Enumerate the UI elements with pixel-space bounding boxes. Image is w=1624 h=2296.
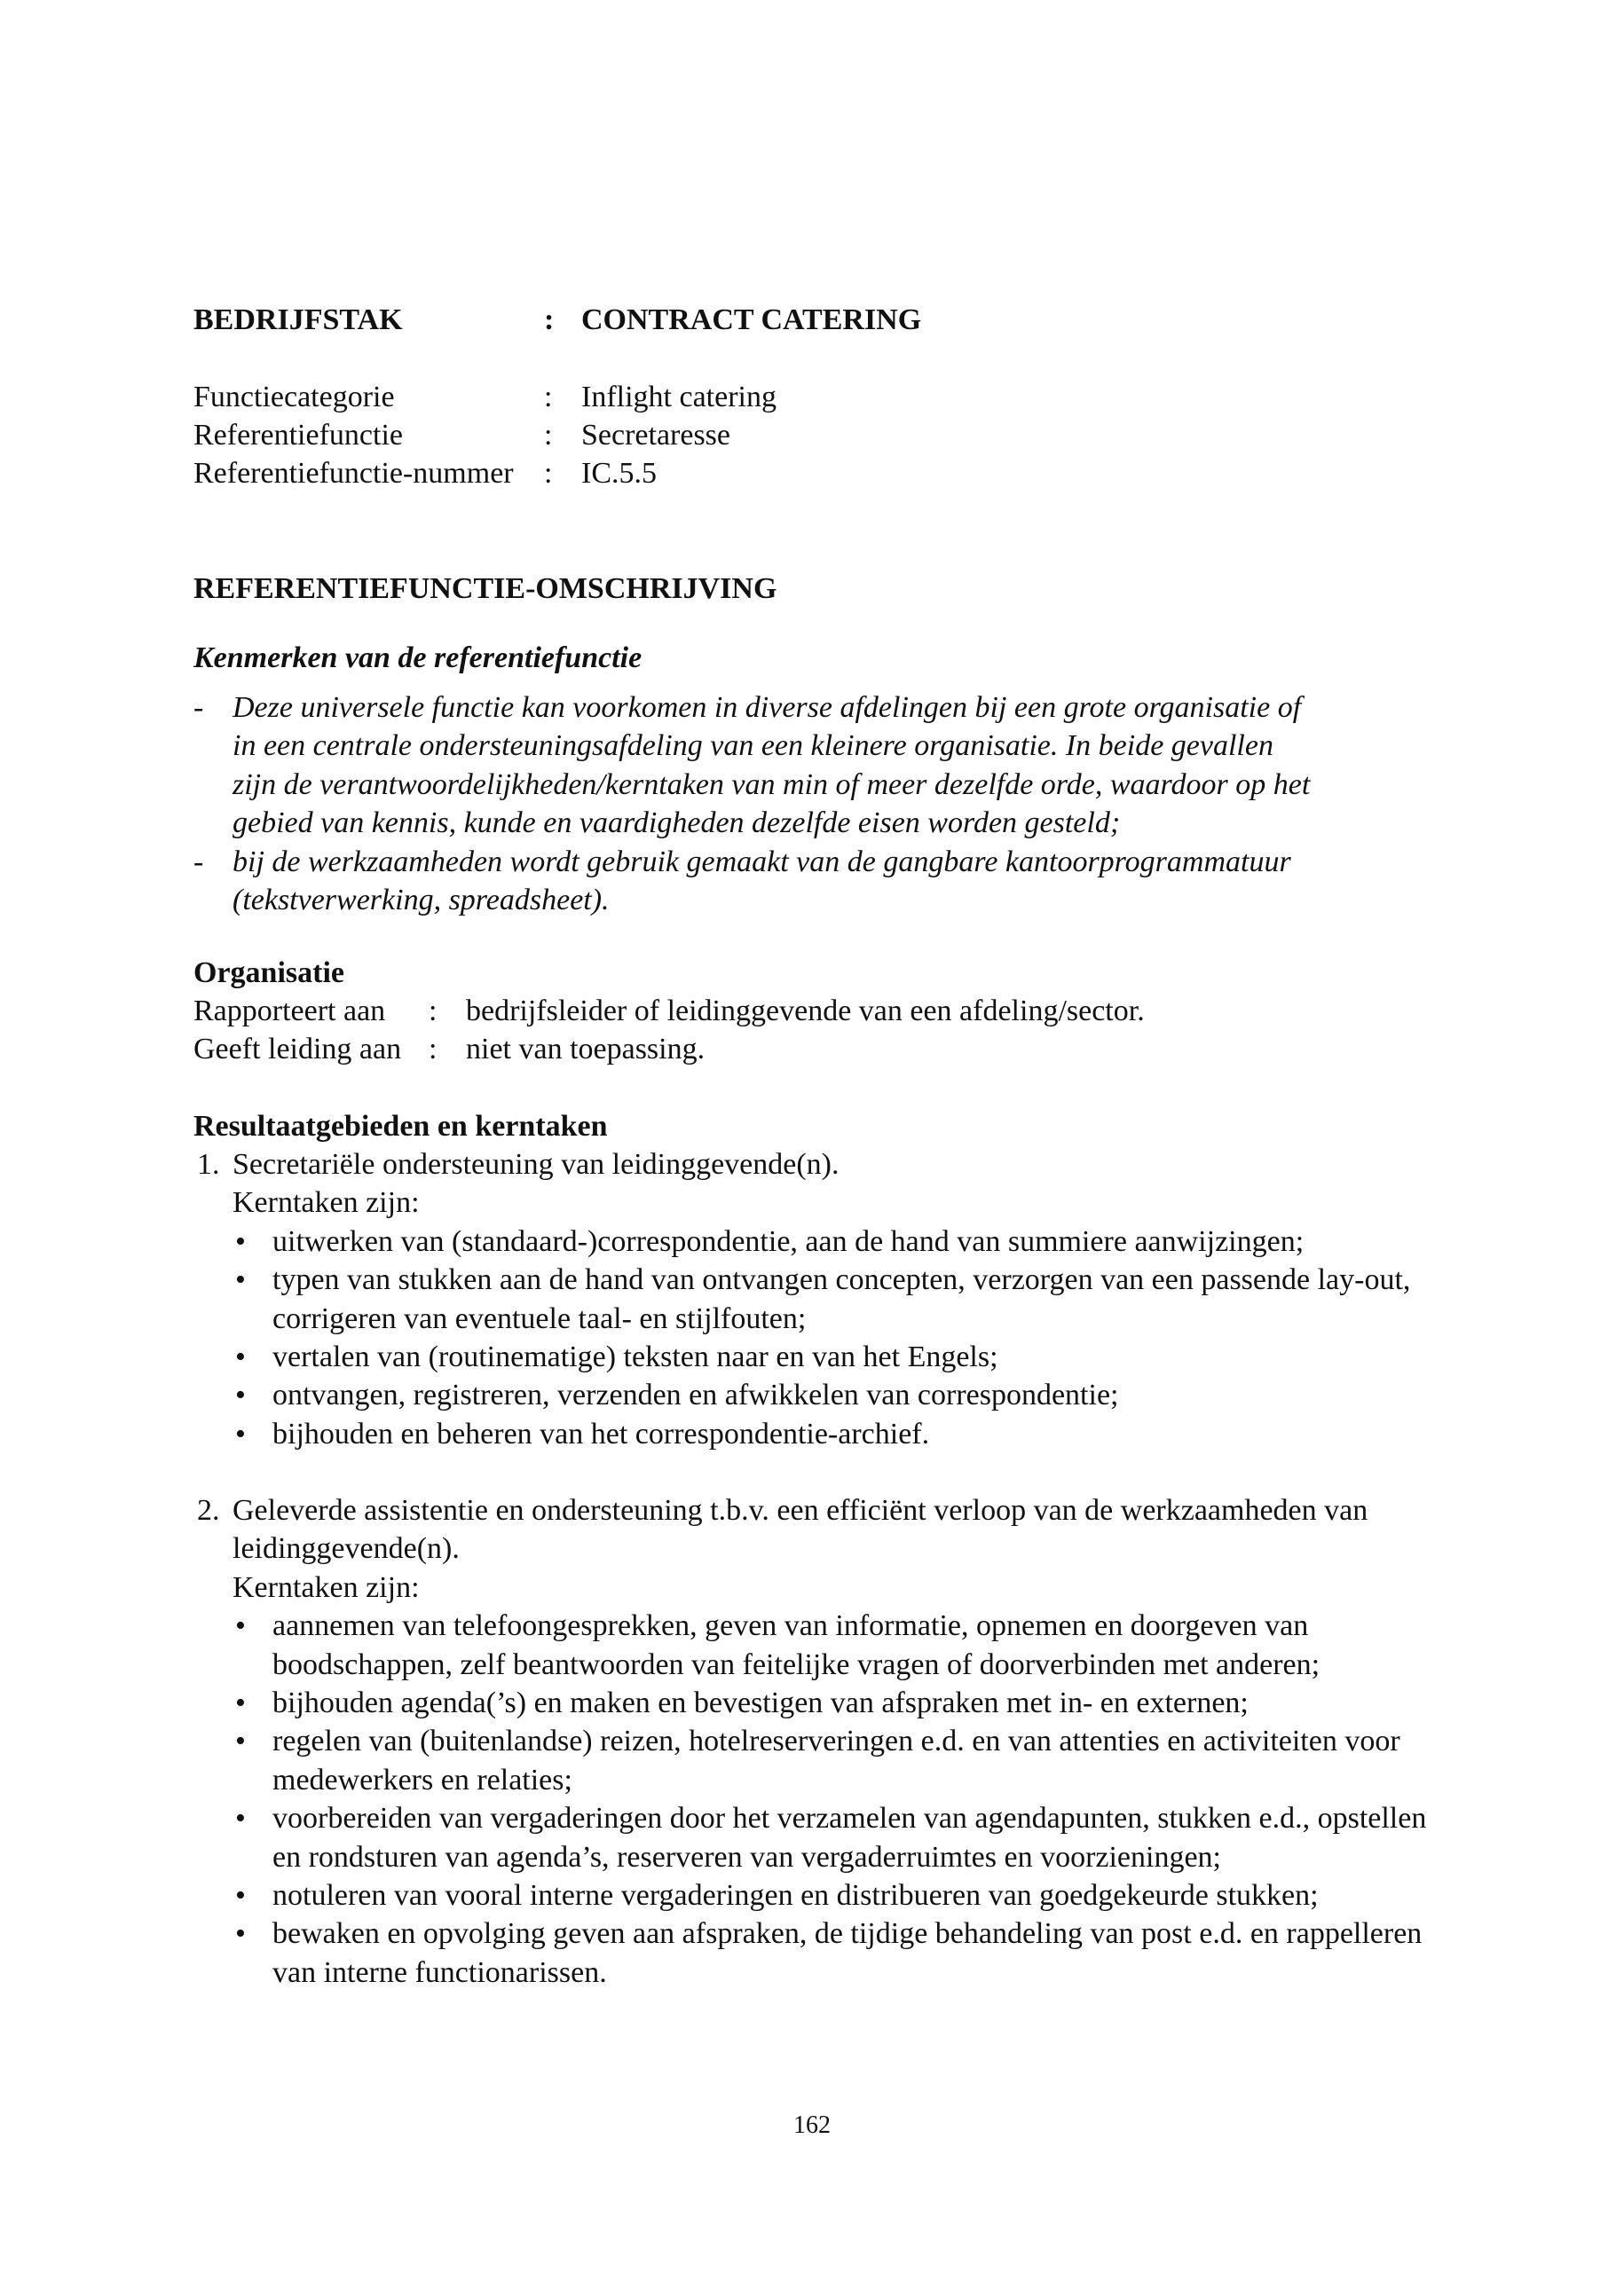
characteristic-text: Deze universele functie kan voorkomen in diverse afdelingen bij een grote organisatie of in een centrale ondersteuningsafdeling van een kleinere organisatie. In beide gevallen zijn de verantwoordelijkheden/kerntaken van min of meer dezelfde orde, waardoor op het gebied van kennis, kunde en vaardigheden dezelfde eisen worden gesteld;: [233, 691, 1311, 840]
bullet-marker: •: [235, 1802, 246, 1836]
task-item: [233, 1915, 1454, 1992]
bullet-marker: •: [235, 1879, 246, 1913]
task-text: vertalen van (routinematige) teksten naar en van het Engels;: [272, 1341, 998, 1374]
task-item: [233, 1722, 1454, 1799]
bullet-marker: •: [235, 1687, 246, 1720]
characteristic-item: [193, 843, 1312, 920]
org-label: Geeft leiding aan: [193, 1033, 402, 1065]
org-colon: :: [429, 995, 438, 1027]
bullet-marker: •: [235, 1224, 246, 1258]
task-text: ontvangen, registreren, verzenden en afwikkelen van correspondentie;: [272, 1379, 1119, 1412]
org-colon: :: [429, 1033, 438, 1065]
task-text: voorbereiden van vergaderingen door het verzamelen van agendapunten, stukken e.d., opstellen en rondsturen van agenda’s, reserveren van vergaderruimtes en voorzieningen;: [272, 1802, 1427, 1874]
task-list: [233, 1223, 1454, 1453]
task-text: bijhouden en beheren van het correspondentie-archief.: [272, 1417, 930, 1451]
bullet-marker: •: [235, 1341, 246, 1374]
task-text: bijhouden agenda(’s) en maken en bevestigen van afspraken met in- en externen;: [272, 1687, 1249, 1720]
sector-colon: :: [544, 303, 555, 336]
tasks-label: Kerntaken zijn:: [233, 1186, 420, 1220]
task-item: [233, 1684, 1454, 1722]
task-item: [233, 1607, 1454, 1684]
result-area-1: [193, 1145, 1454, 1453]
dash-marker: -: [193, 691, 204, 724]
area-number: 2.: [197, 1494, 220, 1527]
results-heading: Resultaatgebieden en kerntaken: [193, 1110, 608, 1143]
task-list: [233, 1607, 1454, 1992]
bullet-marker: •: [235, 1379, 246, 1412]
task-item: [233, 1261, 1454, 1338]
area-number: 1.: [197, 1148, 220, 1181]
characteristic-text: bij de werkzaamheden wordt gebruik gemaakt van de gangbare kantoorprogrammatuur (tekstverwerking, spreadsheet).: [233, 845, 1291, 917]
task-text: bewaken en opvolging geven aan afspraken, de tijdige behandeling van post e.d. en rappelleren van interne functionarissen.: [272, 1917, 1423, 1989]
field-value: IC.5.5: [581, 457, 657, 490]
sector-value: CONTRACT CATERING: [581, 303, 922, 336]
dash-marker: -: [193, 845, 204, 878]
result-area-item: [193, 1491, 1454, 1992]
field-label: Referentiefunctie: [193, 419, 403, 452]
task-item: [233, 1223, 1454, 1261]
task-text: regelen van (buitenlandse) reizen, hotelreserveringen e.d. en van attenties en activiteiten voor medewerkers en relaties;: [272, 1725, 1400, 1797]
field-label: Functiecategorie: [193, 381, 395, 413]
task-item: [233, 1338, 1454, 1376]
org-label: Rapporteert aan: [193, 995, 386, 1027]
bullet-marker: •: [235, 1917, 246, 1951]
field-value: Inflight catering: [581, 381, 777, 413]
task-item: [233, 1876, 1454, 1915]
section-title: REFERENTIEFUNCTIE-OMSCHRIJVING: [193, 572, 777, 605]
task-item: [233, 1415, 1454, 1453]
characteristics-list: [193, 688, 1312, 919]
result-area-item: [193, 1145, 1454, 1453]
field-colon: :: [544, 457, 553, 490]
bullet-marker: •: [235, 1417, 246, 1451]
organisation-heading: Organisatie: [193, 956, 344, 989]
result-area-2: [193, 1491, 1454, 1992]
bullet-marker: •: [235, 1725, 246, 1758]
page-number: 162: [793, 2111, 831, 2139]
task-text: aannemen van telefoongesprekken, geven van informatie, opnemen en doorgeven van boodschappen, zelf beantwoorden van feitelijke vragen of doorverbinden met anderen;: [272, 1609, 1320, 1681]
task-text: typen van stukken aan de hand van ontvangen concepten, verzorgen van een passende lay-out, corrigeren van eventuele taal- en stijlfouten;: [272, 1263, 1411, 1335]
field-colon: :: [544, 419, 553, 452]
bullet-marker: •: [235, 1263, 246, 1297]
area-title: Geleverde assistentie en ondersteuning t.b.v. een efficiënt verloop van de werkzaamheden van leidinggevende(n).: [233, 1494, 1368, 1566]
task-text: notuleren van vooral interne vergaderingen en distribueren van goedgekeurde stukken;: [272, 1879, 1319, 1913]
field-colon: :: [544, 381, 553, 413]
area-title: Secretariële ondersteuning van leidinggevende(n).: [233, 1148, 840, 1181]
task-item: [233, 1799, 1454, 1876]
field-value: Secretaresse: [581, 419, 731, 452]
field-label: Referentiefunctie-nummer: [193, 457, 514, 490]
task-item: [233, 1376, 1454, 1414]
org-value: bedrijfsleider of leidinggevende van een afdeling/sector.: [466, 995, 1145, 1027]
characteristics-heading: Kenmerken van de referentiefunctie: [193, 641, 643, 674]
task-text: uitwerken van (standaard-)correspondentie, aan de hand van summiere aanwijzingen;: [272, 1224, 1305, 1258]
characteristic-item: [193, 688, 1312, 843]
sector-label: BEDRIJFSTAK: [193, 303, 403, 336]
bullet-marker: •: [235, 1609, 246, 1643]
org-value: niet van toepassing.: [466, 1033, 706, 1065]
tasks-label: Kerntaken zijn:: [233, 1570, 420, 1604]
